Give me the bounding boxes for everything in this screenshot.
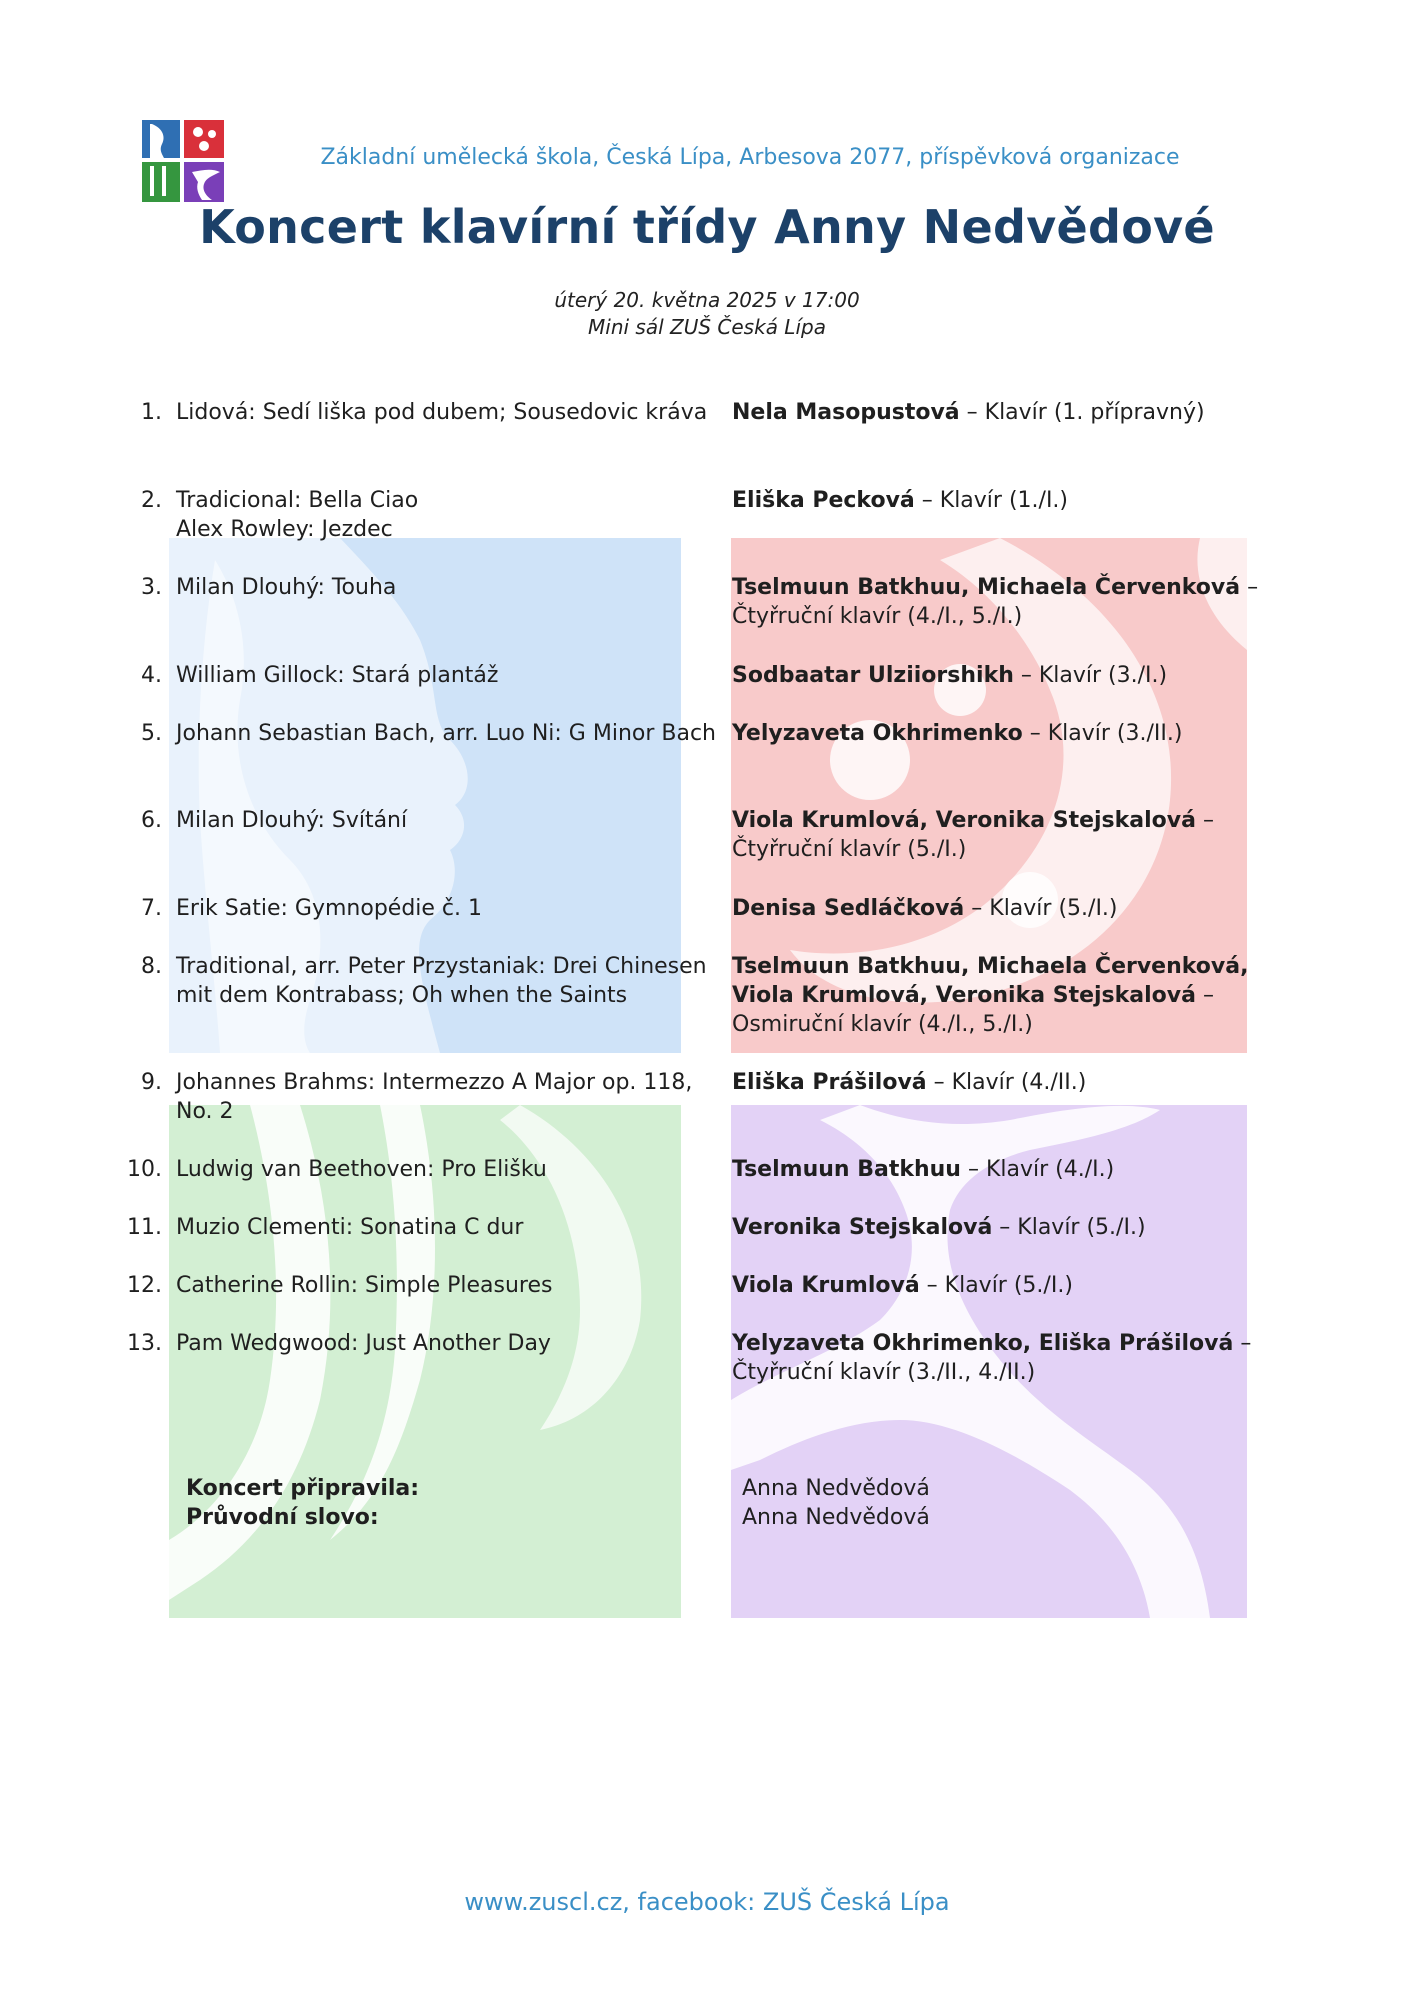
performer-detail: – Čtyřruční klavír (4./I., 5./I.) (732, 575, 1259, 629)
item-number: 11. (127, 1215, 162, 1240)
item-piece: Catherine Rollin: Simple Pleasures (176, 1273, 553, 1298)
performer-names: Yelyzaveta Okhrimenko, Eliška Prášilová (732, 1331, 1234, 1356)
item-performer (732, 1271, 1302, 1300)
item-number: 10. (127, 1157, 162, 1182)
item-piece: Milan Dlouhý: Touha (176, 575, 397, 600)
prepared-by-label: Koncert připravila: (186, 1476, 420, 1501)
item-piece: Erik Satie: Gymnopédie č. 1 (176, 896, 483, 921)
performer-detail: – Klavír (4./II.) (926, 1070, 1087, 1095)
item-performer (732, 398, 1302, 427)
item-piece: Johann Sebastian Bach, arr. Luo Ni: G Minor Bach (176, 721, 716, 746)
performer-detail: – Klavír (4./I.) (960, 1157, 1115, 1182)
page-title: Koncert klavírní třídy Anny Nedvědové (199, 200, 1215, 254)
item-piece: William Gillock: Stará plantáž (176, 663, 499, 688)
item-performer (732, 1329, 1302, 1387)
performer-names: Viola Krumlová (732, 1273, 920, 1298)
item-piece: Tradicional: Bella Ciao Alex Rowley: Jezdec (176, 488, 419, 542)
performer-detail: – Klavír (5./I.) (919, 1273, 1073, 1298)
speech-by-value: Anna Nedvědová (742, 1505, 930, 1530)
performer-names: Viola Krumlová, Veronika Stejskalová (732, 808, 1196, 833)
performer-names: Tselmuun Batkhuu, Michaela Červenková, Viola Krumlová, Veronika Stejskalová (732, 954, 1249, 1008)
item-piece: Lidová: Sedí liška pod dubem; Sousedovic kráva (176, 400, 708, 425)
performer-names: Nela Masopustová (732, 400, 960, 425)
item-performer (732, 806, 1302, 864)
item-performer (732, 1213, 1302, 1242)
item-piece: Muzio Clementi: Sonatina C dur (176, 1215, 524, 1240)
item-performer (732, 573, 1302, 631)
performer-detail: – Čtyřruční klavír (3./II., 4./II.) (732, 1331, 1252, 1385)
performer-names: Tselmuun Batkhuu (732, 1157, 961, 1182)
speech-by-label: Průvodní slovo: (186, 1505, 379, 1530)
item-number: 3. (141, 575, 162, 600)
item-performer (732, 486, 1302, 515)
item-piece: Milan Dlouhý: Svítání (176, 808, 408, 833)
performer-names: Sodbaatar Ulziiorshikh (732, 663, 1014, 688)
performer-names: Eliška Prášilová (732, 1070, 927, 1095)
performer-names: Veronika Stejskalová (732, 1215, 993, 1240)
performer-names: Denisa Sedláčková (732, 896, 965, 921)
item-piece: Johannes Brahms: Intermezzo A Major op. 118, No. 2 (176, 1070, 693, 1124)
item-number: 9. (141, 1070, 162, 1095)
item-performer (732, 894, 1302, 923)
performer-detail: – Osmiruční klavír (4./I., 5./I.) (732, 983, 1214, 1037)
performer-detail: – Klavír (1. přípravný) (959, 400, 1205, 425)
performer-detail: – Klavír (1./I.) (914, 488, 1069, 513)
item-performer (732, 1155, 1302, 1184)
school-logo (142, 120, 224, 202)
item-number: 6. (141, 808, 162, 833)
item-piece: Traditional, arr. Peter Przystaniak: Drei Chinesen mit dem Kontrabass; Oh when the Saints (176, 954, 707, 1008)
performer-detail: – Klavír (3./II.) (1022, 721, 1183, 746)
item-performer (732, 952, 1302, 1039)
performer-detail: – Klavír (5./I.) (992, 1215, 1146, 1240)
item-number: 8. (141, 954, 162, 979)
item-number: 13. (127, 1331, 162, 1356)
item-performer (732, 719, 1302, 748)
performer-names: Tselmuun Batkhuu, Michaela Červenková (732, 575, 1241, 600)
event-date: úterý 20. května 2025 v 17:00 (554, 288, 860, 312)
credits-labels (186, 1474, 419, 1532)
item-number: 1. (141, 400, 162, 425)
item-piece: Pam Wedgwood: Just Another Day (176, 1331, 551, 1356)
footer-links: www.zuscl.cz, facebook: ZUŠ Česká Lípa (464, 1888, 950, 1916)
item-piece: Ludwig van Beethoven: Pro Elišku (176, 1157, 547, 1182)
item-number: 2. (141, 488, 162, 513)
performer-detail: – Klavír (3./I.) (1013, 663, 1168, 688)
event-meta (0, 287, 1414, 341)
organization-name: Základní umělecká škola, Česká Lípa, Arbesova 2077, příspěvková organizace (320, 145, 1180, 170)
item-number: 4. (141, 663, 162, 688)
performer-detail: – Klavír (5./I.) (964, 896, 1118, 921)
item-number: 12. (127, 1273, 162, 1298)
performer-names: Yelyzaveta Okhrimenko (732, 721, 1023, 746)
performer-detail: – Čtyřruční klavír (5./I.) (732, 808, 1214, 862)
item-number: 7. (141, 896, 162, 921)
item-number: 5. (141, 721, 162, 746)
performer-names: Eliška Pecková (732, 488, 915, 513)
item-performer (732, 1068, 1302, 1097)
event-venue: Mini sál ZUŠ Česká Lípa (588, 315, 826, 339)
prepared-by-value: Anna Nedvědová (742, 1476, 930, 1501)
item-performer (732, 661, 1302, 690)
credits-values (742, 1474, 930, 1532)
